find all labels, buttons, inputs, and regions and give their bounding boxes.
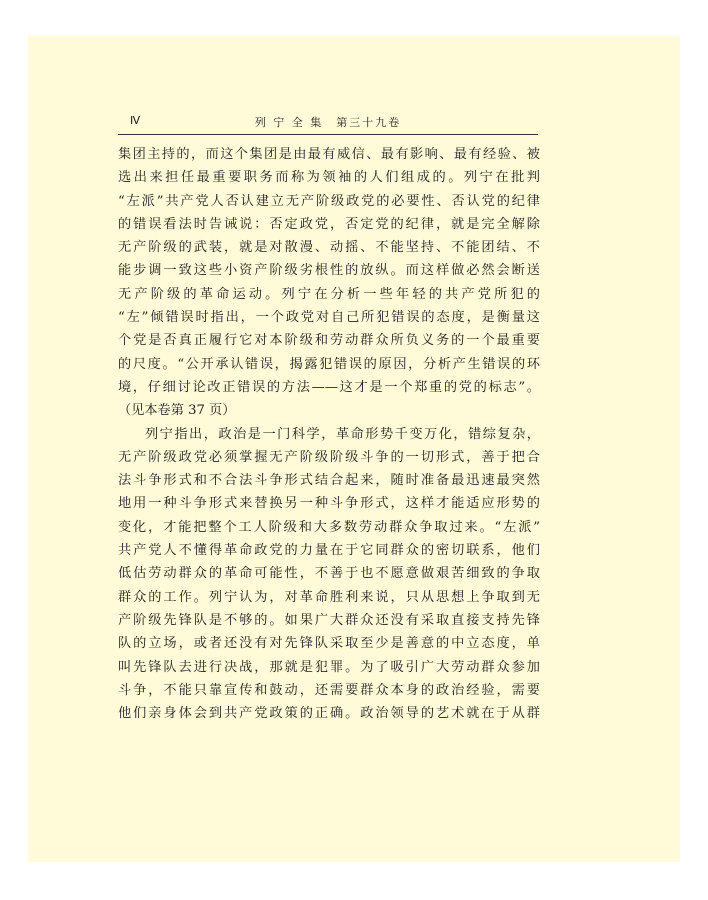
text-line: 法斗争形式和不合法斗争形式结合起来，随时准备最迅速最突然	[118, 473, 540, 489]
text-line: 产阶级先锋队是不够的。如果广大群众还没有采取直接支持先锋	[118, 612, 540, 628]
text-line: 的错误看法时告诫说：否定政党，否定党的纪律，就是完全解除	[118, 216, 540, 232]
text-line: 列宁指出，政治是一门科学，革命形势千变万化，错综复杂，	[145, 426, 540, 442]
paragraph-1	[118, 143, 540, 423]
book-title: 列 宁 全 集 第三十九卷	[254, 116, 402, 129]
text-line: 无产阶级政党必须掌握无产阶级阶级斗争的一切形式，善于把合	[118, 449, 540, 465]
text-line: 叫先锋队去进行决战，那就是犯罪。为了吸引广大劳动群众参加	[118, 659, 540, 675]
text-line: 低估劳动群众的革命可能性，不善于也不愿意做艰苦细致的争取	[118, 566, 540, 582]
text-line: 地用一种斗争形式来替换另一种斗争形式，这样才能适应形势的	[118, 496, 540, 512]
text-line: “左派”共产党人否认建立无产阶级政党的必要性、否认党的纪律	[118, 193, 540, 209]
text-line: “左”倾错误时指出，一个政党对自己所犯错误的态度，是衡量这	[118, 310, 540, 326]
text-line: 能步调一致这些小资产阶级劣根性的放纵。而这样做必然会断送	[118, 263, 540, 279]
text-line: 斗争，不能只靠宣传和鼓动，还需要群众本身的政治经验，需要	[118, 682, 540, 698]
text-line: 队的立场，或者还没有对先锋队采取至少是善意的中立态度，单	[118, 636, 540, 652]
text-line: 境，仔细讨论改正错误的方法——这才是一个郑重的党的标志”。	[118, 379, 540, 395]
text-line: 无产阶级的革命运动。列宁在分析一些年轻的共产党所犯的	[118, 286, 540, 302]
text-line: 群众的工作。列宁认为，对革命胜利来说，只从思想上争取到无	[118, 589, 540, 605]
body-text	[118, 143, 540, 725]
text-line: 他们亲身体会到共产党政策的正确。政治领导的艺术就在于从群	[118, 706, 540, 722]
running-head	[118, 114, 538, 132]
text-line: （见本卷第 37 页）	[118, 403, 236, 419]
text-line: 无产阶级的武装，就是对散漫、动摇、不能坚持、不能团结、不	[118, 240, 540, 256]
text-line: 的尺度。“公开承认错误，揭露犯错误的原因，分析产生错误的环	[118, 356, 540, 372]
text-line: 变化，才能把整个工人阶级和大多数劳动群众争取过来。“左派”	[118, 519, 540, 535]
text-line: 集团主持的，而这个集团是由最有威信、最有影响、最有经验、被	[118, 147, 540, 162]
text-line: 个党是否真正履行它对本阶级和劳动群众所负义务的一个最重要	[118, 333, 540, 349]
page-number: Ⅳ	[130, 115, 141, 127]
header-rule	[118, 134, 538, 135]
paragraph-2	[118, 423, 540, 726]
text-line: 选出来担任最重要职务而称为领袖的人们组成的。列宁在批判	[118, 170, 540, 186]
text-line: 共产党人不懂得革命政党的力量在于它同群众的密切联系，他们	[118, 543, 540, 559]
